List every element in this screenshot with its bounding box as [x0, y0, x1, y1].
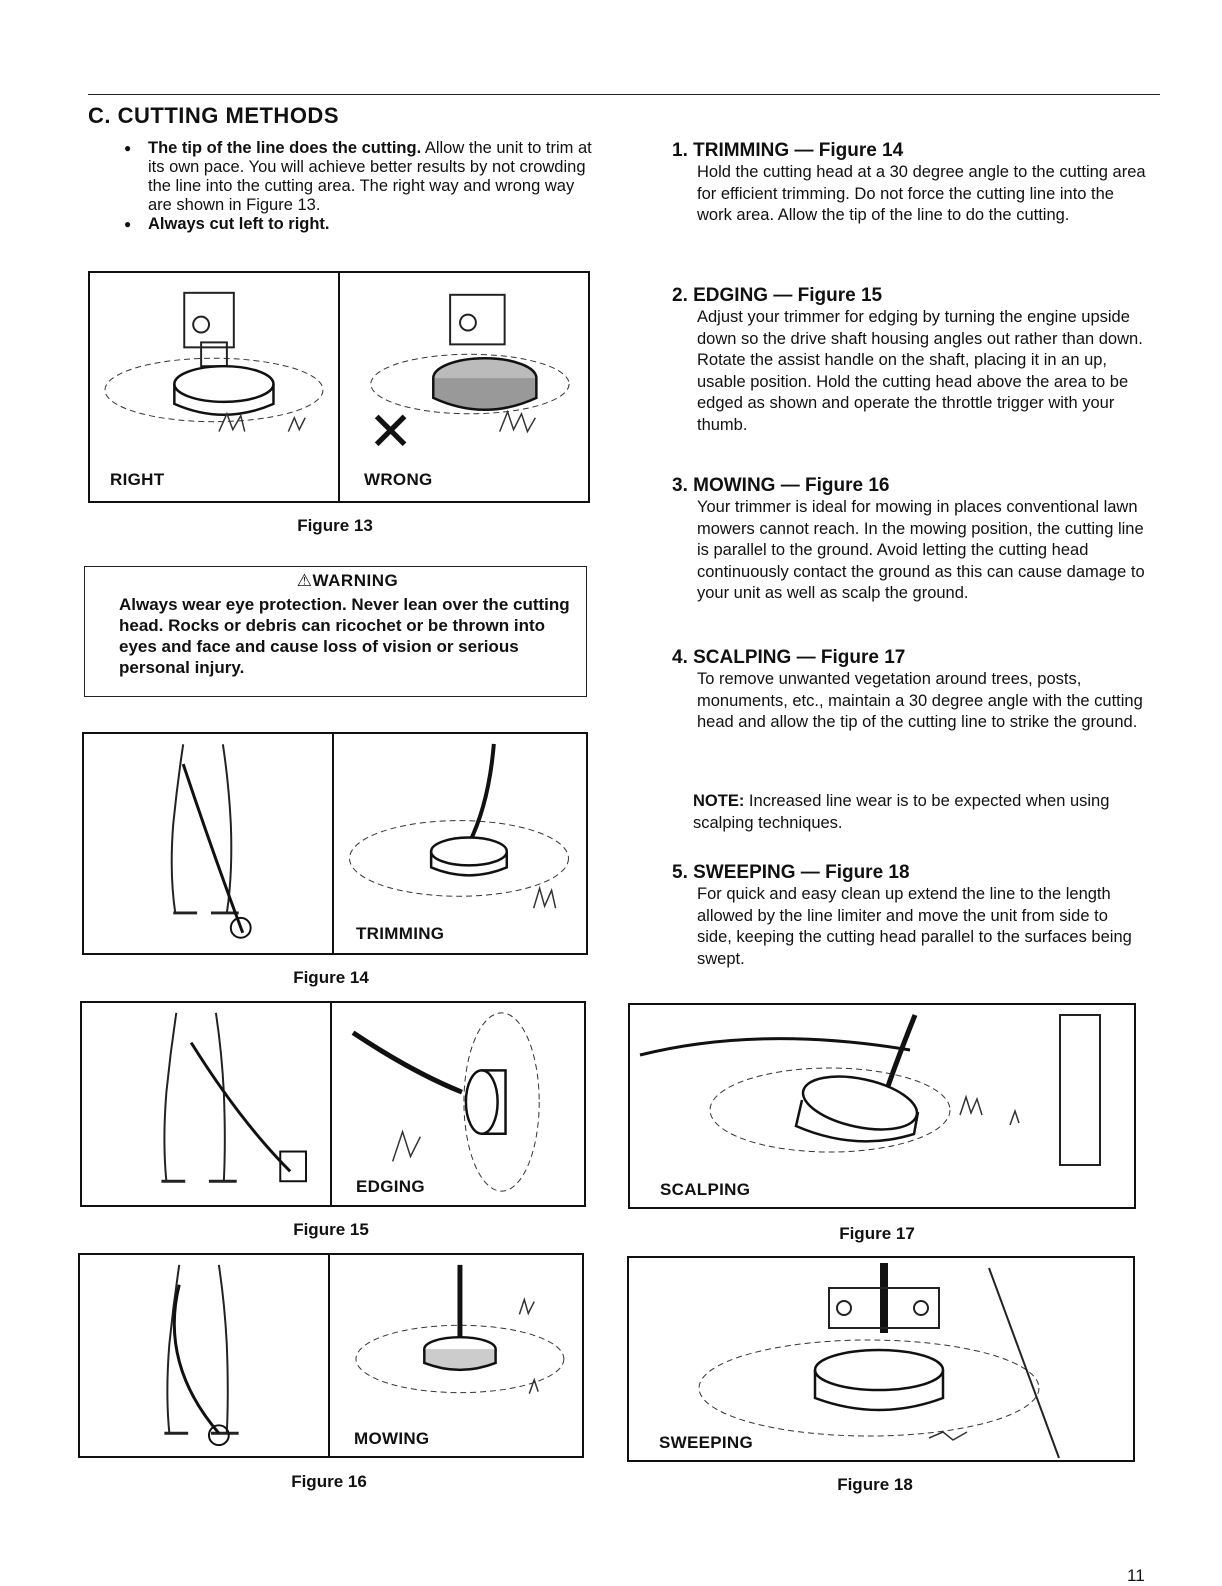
wrong-label: WRONG — [364, 470, 433, 489]
step-body: Your trimmer is ideal for mowing in places conventional lawn mowers cannot reach. In the mowing position, the cutting line is parallel to the ground. Avoid letting the cutting head continuously contact the ground as this can cause damage to your unit as well as scalp the ground. — [697, 498, 1145, 602]
figure-13-caption: Figure 13 — [297, 516, 373, 535]
trimmer-wrong-illustration — [340, 273, 588, 501]
step-heading: 1. TRIMMING — Figure 14 — [672, 140, 904, 161]
step-heading: 2. EDGING — Figure 15 — [672, 285, 883, 306]
bullet-text: Allow the unit to trim at its own pace. You will achieve better results by not crowding the line into the cutting area. The right way and wrong way are shown in Figure 13. — [148, 139, 592, 214]
figure-14-caption: Figure 14 — [293, 968, 369, 987]
note-label: NOTE: — [693, 792, 745, 810]
figure-14-person-panel — [84, 734, 334, 953]
mowing-label: MOWING — [354, 1429, 430, 1448]
figure-18 — [627, 1256, 1135, 1462]
warning-title — [119, 571, 576, 591]
right-label: RIGHT — [110, 470, 165, 489]
section-title: C. CUTTING METHODS — [88, 103, 339, 128]
figure-16-head-panel — [330, 1255, 582, 1456]
step-heading: 4. SCALPING — Figure 17 — [672, 647, 906, 668]
trimming-label: TRIMMING — [356, 924, 445, 943]
bullet-list — [124, 139, 598, 234]
edging-label: EDGING — [356, 1177, 425, 1196]
step-body: To remove unwanted vegetation around trees, posts, monuments, etc., maintain a 30 degree angle with the cutting head and allow the tip of the cutting line to strike the ground. — [697, 670, 1143, 731]
figure-16-caption: Figure 16 — [291, 1472, 367, 1491]
figure-14-head-panel — [334, 734, 586, 953]
trimming-closeup-illustration — [334, 734, 586, 953]
figure-15 — [80, 1001, 586, 1207]
wrong-x-mark: ✕ — [368, 402, 414, 462]
warning-title-text: WARNING — [312, 571, 399, 590]
step-body: For quick and easy clean up extend the line to the length allowed by the line limiter and move the unit from side to side, keeping the cutting head parallel to the surfaces being swept. — [697, 885, 1132, 968]
edging-closeup-illustration — [332, 1003, 584, 1205]
step-trimming — [672, 140, 1147, 227]
note-text: Increased line wear is to be expected when using scalping techniques. — [693, 792, 1110, 832]
figure-15-caption: Figure 15 — [293, 1220, 369, 1239]
warning-triangle-icon: ⚠ — [296, 571, 313, 590]
step-sweeping — [672, 862, 1147, 970]
figure-17-caption: Figure 17 — [839, 1224, 915, 1243]
sweeping-illustration — [629, 1258, 1133, 1460]
step-scalping — [672, 647, 1147, 734]
mowing-closeup-illustration — [330, 1255, 582, 1456]
page-number: 11 — [1127, 1566, 1145, 1585]
figure-17 — [628, 1003, 1136, 1209]
step-edging — [672, 285, 1147, 436]
note — [693, 791, 1143, 834]
list-item — [124, 215, 598, 234]
bullet-bold: Always cut left to right. — [148, 215, 330, 233]
sweeping-label: SWEEPING — [659, 1433, 754, 1452]
figure-18-caption: Figure 18 — [837, 1475, 913, 1494]
step-heading: 5. SWEEPING — Figure 18 — [672, 862, 910, 883]
figure-13 — [88, 271, 590, 503]
figure-16-person-panel — [80, 1255, 330, 1456]
step-body: Adjust your trimmer for edging by turning the engine upside down so the drive shaft housing angles out rather than down. Rotate the assist handle on the shaft, placing it in an up, usable position. Hold the cutting head above the area to be edged as shown and operate the throttle trigger with your thumb. — [697, 308, 1143, 434]
figure-15-head-panel — [332, 1003, 584, 1205]
step-heading: 3. MOWING — Figure 16 — [672, 475, 890, 496]
list-item — [124, 139, 598, 215]
person-trimming-illustration — [84, 734, 332, 953]
figure-14 — [82, 732, 588, 955]
figure-13-right-panel — [90, 273, 340, 501]
step-mowing — [672, 475, 1147, 605]
warning-box — [84, 566, 587, 697]
scalping-label: SCALPING — [660, 1180, 751, 1199]
step-body: Hold the cutting head at a 30 degree angle to the cutting area for efficient trimming. Do not force the cutting line into the work area. Allow the tip of the line to do the cutting. — [697, 163, 1146, 224]
warning-body: Always wear eye protection. Never lean over the cutting head. Rocks or debris can ricochet or be thrown into eyes and face and cause loss of vision or serious personal injury. — [119, 595, 570, 677]
person-edging-illustration — [82, 1003, 330, 1205]
person-mowing-illustration — [80, 1255, 328, 1456]
figure-15-person-panel — [82, 1003, 332, 1205]
trimmer-right-illustration — [90, 273, 338, 501]
figure-16 — [78, 1253, 584, 1458]
scalping-illustration — [630, 1005, 1134, 1207]
header-rule — [88, 94, 1160, 95]
figure-13-wrong-panel — [340, 273, 588, 501]
bullet-bold: The tip of the line does the cutting. — [148, 139, 422, 157]
